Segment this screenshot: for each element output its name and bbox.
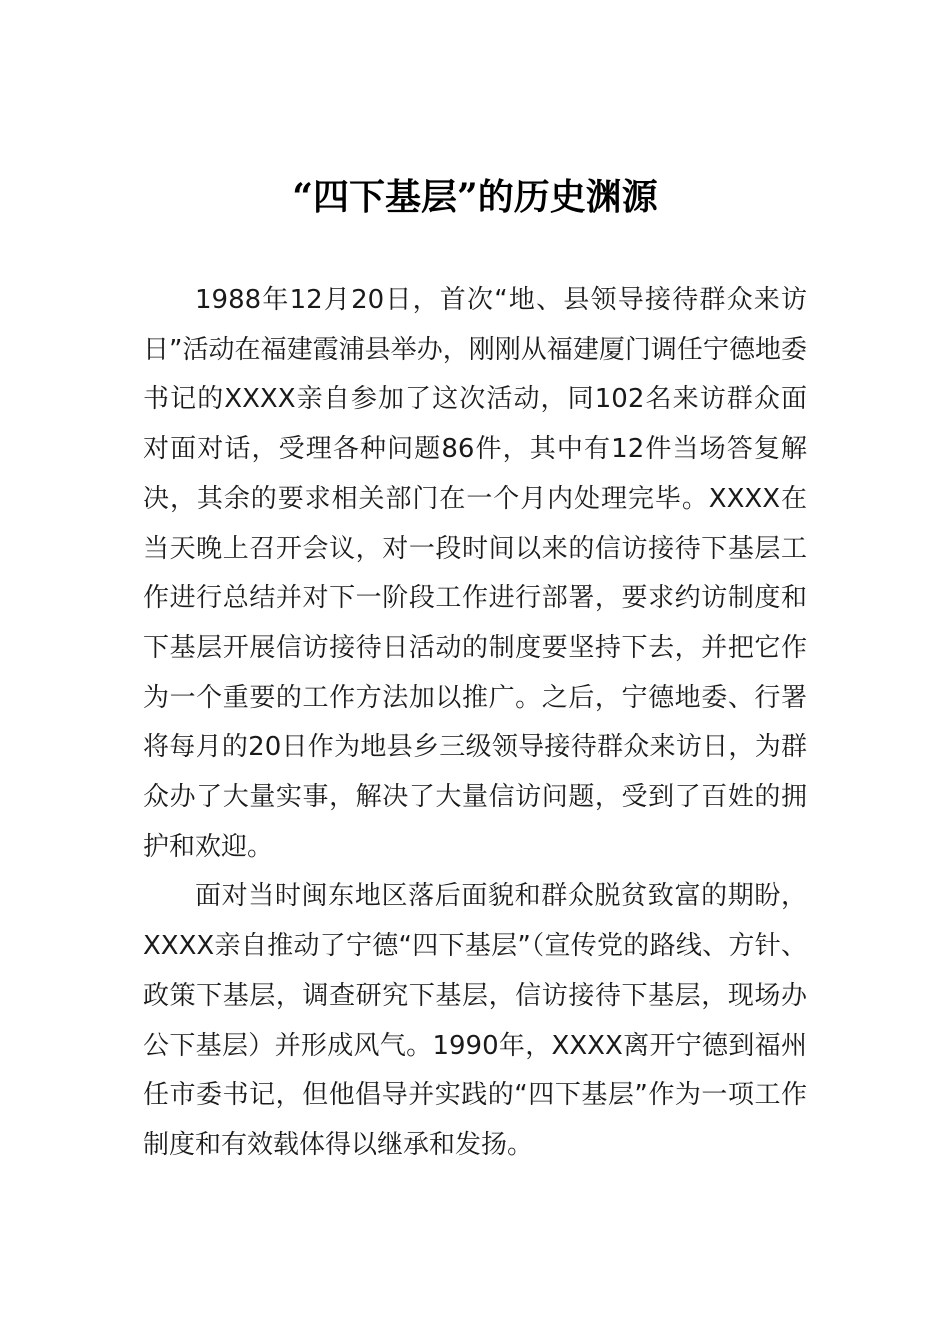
document-body [143,276,807,1171]
paragraph-2: 面对当时闽东地区落后面貌和群众脱贫致富的期盼，XXXX亲自推动了宁德“四下基层”（宣传党的路线、方针、政策下基层，调查研究下基层，信访接待下基层，现场办公下基层）并形成风气。1990年，XXXX离开宁德到福州任市委书记，但他倡导并实践的“四下基层”作为一项工作制度和有效载体得以继承和发扬。 [143,881,807,1160]
document-title: “四下基层”的历史渊源 [292,176,658,218]
paragraph-1: 1988年12月20日，首次“地、县领导接待群众来访日”活动在福建霞浦县举办，刚刚从福建厦门调任宁德地委书记的XXXX亲自参加了这次活动，同102名来访群众面对面对话，受理各种问题86件，其中有12件当场答复解决，其余的要求相关部门在一个月内处理完毕。XXXX在当天晚上召开会议，对一段时间以来的信访接待下基层工作进行总结并对下一阶段工作进行部署，要求约访制度和下基层开展信访接待日活动的制度要坚持下去，并把它作为一个重要的工作方法加以推广。之后，宁德地委、行署将每月的20日作为地县乡三级领导接待群众来访日，为群众办了大量实事，解决了大量信访问题，受到了百姓的拥护和欢迎。 [143,285,807,862]
